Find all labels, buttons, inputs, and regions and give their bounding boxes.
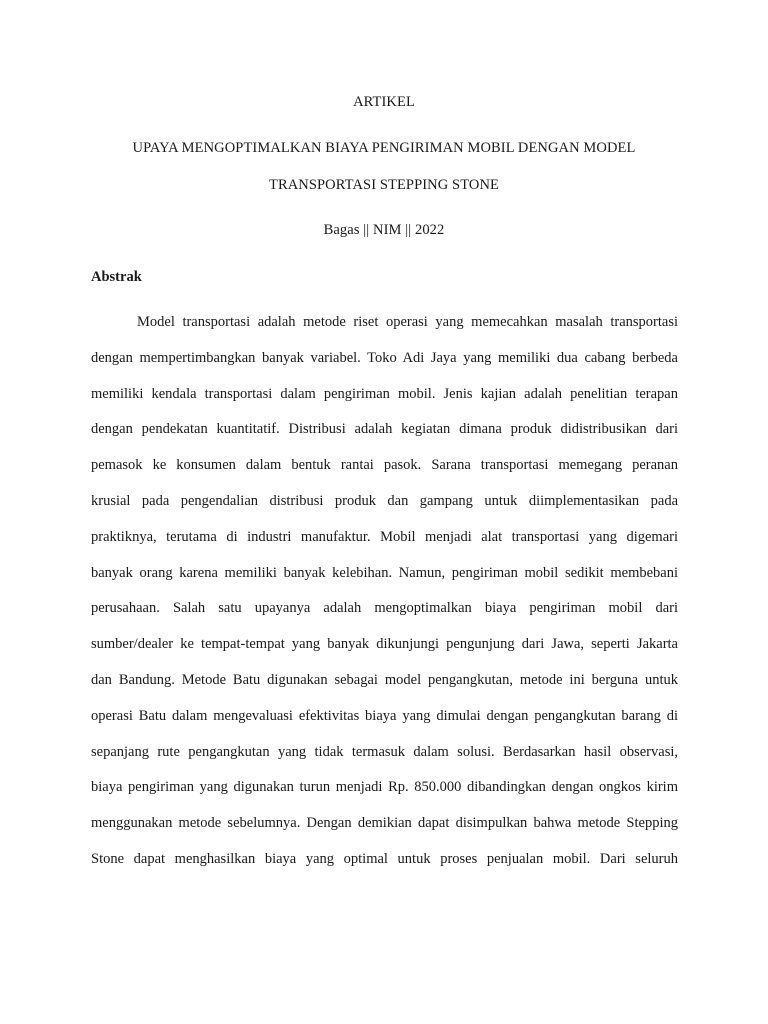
- abstract-line: banyak orang karena memiliki banyak kelebihan. Namun, pengiriman mobil sedikit membebani: [91, 564, 678, 581]
- abstract-line: pemasok ke konsumen dalam bentuk rantai pasok. Sarana transportasi memegang peranan: [91, 457, 678, 474]
- abstract-line: dengan mempertimbangkan banyak variabel. Toko Adi Jaya yang memiliki dua cabang berbeda: [91, 349, 678, 366]
- abstract-body: [91, 305, 678, 878]
- abstract-line: praktiknya, terutama di industri manufaktur. Mobil menjadi alat transportasi yang digemari: [91, 528, 678, 545]
- document-label: ARTIKEL: [353, 94, 415, 110]
- abstract-line: memiliki kendala transportasi dalam pengiriman mobil. Jenis kajian adalah penelitian terapan: [91, 385, 678, 402]
- abstract-line: menggunakan metode sebelumnya. Dengan demikian dapat disimpulkan bahwa metode Stepping: [91, 815, 678, 832]
- abstract-line: sumber/dealer ke tempat-tempat yang banyak dikunjungi pengunjung dari Jawa, seperti Jakarta: [91, 636, 678, 653]
- abstract-line: Stone dapat menghasilkan biaya yang optimal untuk proses penjualan mobil. Dari seluruh: [91, 850, 678, 867]
- author-line: Bagas || NIM || 2022: [323, 222, 445, 238]
- abstract-line: sepanjang rute pengangkutan yang tidak termasuk dalam solusi. Berdasarkan hasil observasi,: [91, 743, 678, 760]
- abstract-line: dan Bandung. Metode Batu digunakan sebagai model pengangkutan, metode ini berguna untuk: [91, 671, 678, 688]
- abstract-line: operasi Batu dalam mengevaluasi efektivitas biaya yang dimulai dengan pengangkutan barang di: [91, 707, 678, 724]
- document-title-line-1: UPAYA MENGOPTIMALKAN BIAYA PENGIRIMAN MOBIL DENGAN MODEL: [132, 140, 636, 156]
- abstract-line: krusial pada pengendalian distribusi produk dan gampang untuk diimplementasikan pada: [91, 492, 678, 509]
- abstract-heading: Abstrak: [91, 269, 142, 285]
- abstract-line: biaya pengiriman yang digunakan turun menjadi Rp. 850.000 dibandingkan dengan ongkos kirim: [91, 779, 678, 796]
- abstract-line: Model transportasi adalah metode riset operasi yang memecahkan masalah transportasi: [137, 314, 678, 330]
- abstract-line: perusahaan. Salah satu upayanya adalah mengoptimalkan biaya pengiriman mobil dari: [91, 600, 678, 617]
- abstract-line: dengan pendekatan kuantitatif. Distribusi adalah kegiatan dimana produk didistribusikan dari: [91, 421, 678, 438]
- document-title-line-2: TRANSPORTASI STEPPING STONE: [268, 177, 500, 193]
